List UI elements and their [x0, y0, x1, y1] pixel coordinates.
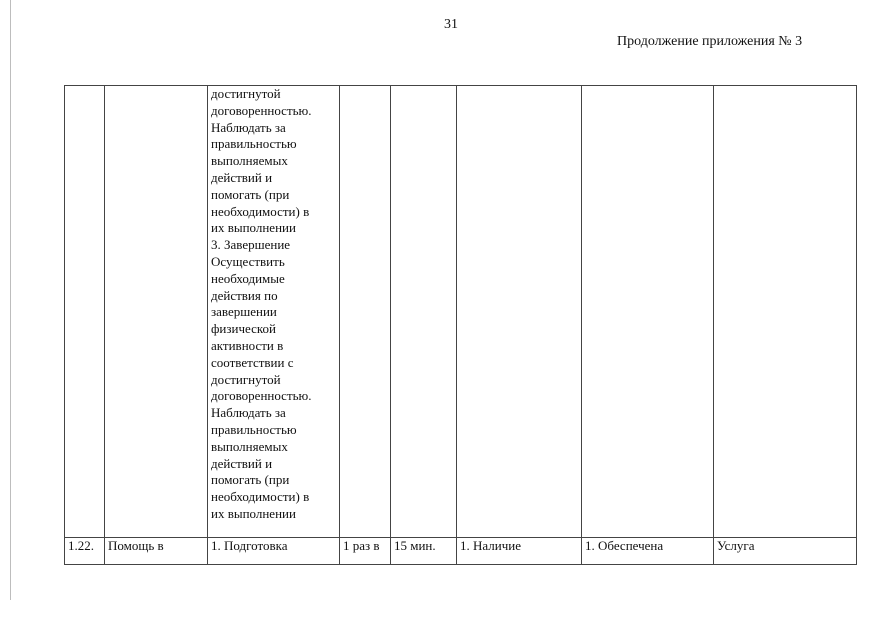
cell-quality: 1. Обеспечена: [582, 538, 714, 565]
cell-conditions: [457, 86, 582, 538]
cell-result: Услуга: [714, 538, 857, 565]
page-left-edge-line: [10, 0, 11, 600]
cell-time: [391, 86, 457, 538]
cell-result: [714, 86, 857, 538]
table-row-1-22: [65, 538, 857, 565]
service-description-text: достигнутой договоренностью. Наблюдать за правильностью выполняемых действий и помогать (при необходимости) в их выполнении 3. Завершение Осуществить необходимые действия по завершении физической активности в соответствии с достигнутой договоренностью. Наблюдать за правильностью выполняемых действий и помогать (при необходимости) в их выполнении: [211, 86, 312, 521]
cell-time: 15 мин.: [391, 538, 457, 565]
appendix-continuation-label: Продолжение приложения № 3: [617, 34, 803, 49]
cell-frequency: 1 раз в: [340, 538, 391, 565]
table-row-continued: [65, 86, 857, 538]
cell-number: 1.22.: [65, 538, 105, 565]
cell-service-name: [105, 86, 208, 538]
services-table: [64, 85, 857, 565]
cell-service-description: 1. Подготовка: [208, 538, 340, 565]
page-number: 31: [444, 17, 458, 32]
cell-number: [65, 86, 105, 538]
cell-service-name: Помощь в: [105, 538, 208, 565]
cell-conditions: 1. Наличие: [457, 538, 582, 565]
cell-quality: [582, 86, 714, 538]
cell-service-description: [208, 86, 340, 538]
cell-frequency: [340, 86, 391, 538]
